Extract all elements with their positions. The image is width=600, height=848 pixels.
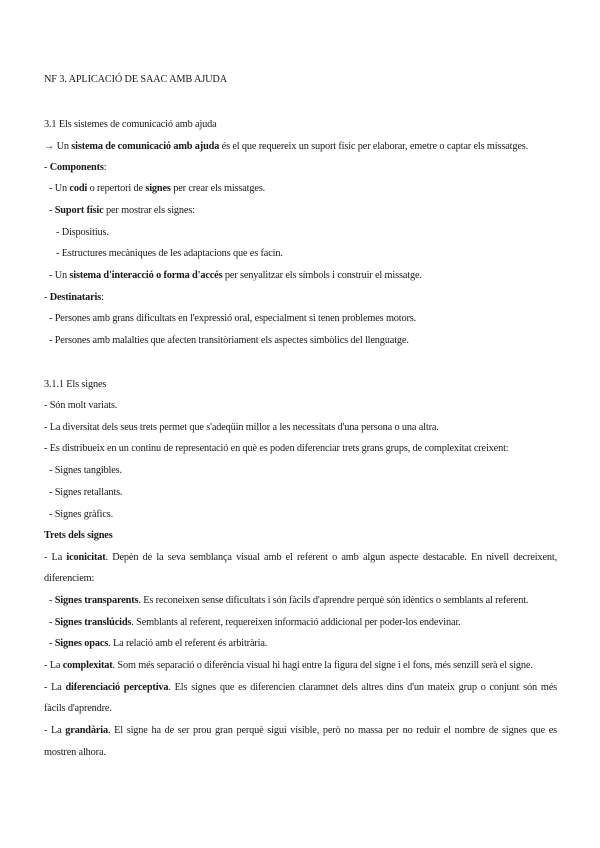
- group-item: - Signes tangibles.: [49, 465, 122, 476]
- definition-text: és el que requereix un suport físic per elaborar, emetre o captar els missatges.: [219, 141, 529, 152]
- signes-opacs-item: [49, 637, 267, 651]
- components-item-suport: [49, 204, 195, 218]
- destinataris-item: - Persones amb grans dificultats en l'expressió oral, especialment si tenen problemes motors.: [49, 313, 417, 324]
- text-span: - La: [44, 725, 66, 736]
- text-span: - Un: [49, 270, 70, 281]
- signes-transparents-item: [49, 594, 528, 608]
- signes-translucids-item: [49, 616, 461, 630]
- bold-term: signes: [145, 183, 171, 194]
- components-subitem: - Dispositius.: [56, 227, 109, 238]
- text-span: - La: [44, 552, 67, 563]
- trets-heading-text: Trets dels signes: [44, 530, 113, 541]
- text-span: - La: [44, 682, 66, 693]
- text-span: -: [49, 205, 55, 216]
- diferenciacio-line-2: fàcils d'aprendre.: [44, 703, 112, 714]
- bold-term: grandària: [65, 725, 108, 736]
- bold-term: sistema de comunicació amb ajuda: [71, 141, 220, 152]
- bold-term: complexitat: [62, 660, 113, 671]
- components-item-codi: [49, 182, 265, 196]
- section-heading: 3.1 Els sistemes de comunicació amb ajuda: [44, 119, 217, 130]
- text-span: . La relació amb el referent és arbitrària.: [108, 638, 268, 649]
- grandaria-line: [44, 724, 557, 738]
- components-subitem: - Estructures mecàniques de les adaptacions que es facin.: [56, 248, 283, 259]
- paragraph-line: - Es distribueix en un continu de representació en què es poden diferenciar trets grans grups, de complexitat creixent:: [44, 443, 509, 454]
- text-span: . Es reconeixen sense dificultats i són fàcils d'aprendre perquè són idèntics o semblants al referent.: [138, 595, 529, 606]
- components-label: Components: [49, 162, 104, 173]
- bold-term: codi: [69, 183, 88, 194]
- text-span: . Els signes que es diferencien claramnet dels altres dins d'un mateix grup o conjunt són més: [168, 682, 557, 693]
- text-span: per mostrar els signes:: [103, 205, 195, 216]
- bold-term: iconicitat: [66, 552, 106, 563]
- text-span: -: [49, 617, 55, 628]
- text-span: . Som més separació o diferència visual hi hagi entre la figura del signe i el fons, més senzill serà el signe.: [112, 660, 533, 671]
- bold-term: diferenciació perceptiva: [65, 682, 169, 693]
- text-span: - Un: [49, 183, 70, 194]
- text-span: - La: [44, 660, 63, 671]
- text-span: per crear els missatges.: [170, 183, 266, 194]
- bold-term: Signes translúcids: [54, 617, 132, 628]
- trets-heading: [44, 529, 113, 543]
- bold-term: Signes opacs: [54, 638, 109, 649]
- text-span: per senyalitzar els símbols i construir el missatge.: [222, 270, 422, 281]
- destinataris-label-line: - Destinataris:: [44, 292, 104, 303]
- diferenciacio-line: [44, 681, 557, 695]
- definition-line: [44, 140, 528, 154]
- bold-term: Signes transparents: [54, 595, 139, 606]
- complexitat-line: [44, 659, 533, 673]
- text-span: . Depèn de la seva semblança visual amb el referent o amb algun aspecte destacable. En nivell decreixent,: [105, 552, 558, 563]
- group-item: - Signes retallants.: [49, 487, 123, 498]
- destinataris-label: Destinataris: [49, 292, 102, 303]
- destinataris-item: - Persones amb malalties que afecten transitòriament els aspectes simbòlics del llenguatge.: [49, 335, 409, 346]
- subsection-heading: 3.1.1 Els signes: [44, 379, 107, 390]
- bold-term: sistema d'interacció o forma d'accés: [69, 270, 223, 281]
- text-span: -: [49, 638, 55, 649]
- iconicitat-line: [44, 551, 557, 565]
- text-span: . Semblants al referent, requereixen informació addicional per poder-los endevinar.: [131, 617, 461, 628]
- group-item: - Signes gràfics.: [49, 509, 114, 520]
- paragraph-line: - La diversitat dels seus trets permet que s'adeqüin millor a les necessitats d'una persona o una altra.: [44, 422, 439, 433]
- page-title: NF 3. APLICACIÓ DE SAAC AMB AJUDA: [44, 74, 227, 85]
- components-item-sistema: [49, 269, 422, 283]
- paragraph-line: - Són molt variats.: [44, 400, 118, 411]
- text-span: -: [49, 595, 55, 606]
- bold-term: Suport físic: [54, 205, 104, 216]
- components-label-line: - Components:: [44, 162, 107, 173]
- arrow-text: → Un: [44, 141, 72, 152]
- iconicitat-line-2: diferenciem:: [44, 573, 95, 584]
- grandaria-line-2: mostren alhora.: [44, 747, 106, 758]
- text-span: o repertori de: [87, 183, 146, 194]
- text-span: . El signe ha de ser prou gran perquè sigui visible, però no massa per no reduir el nombre de signes que es: [108, 725, 557, 736]
